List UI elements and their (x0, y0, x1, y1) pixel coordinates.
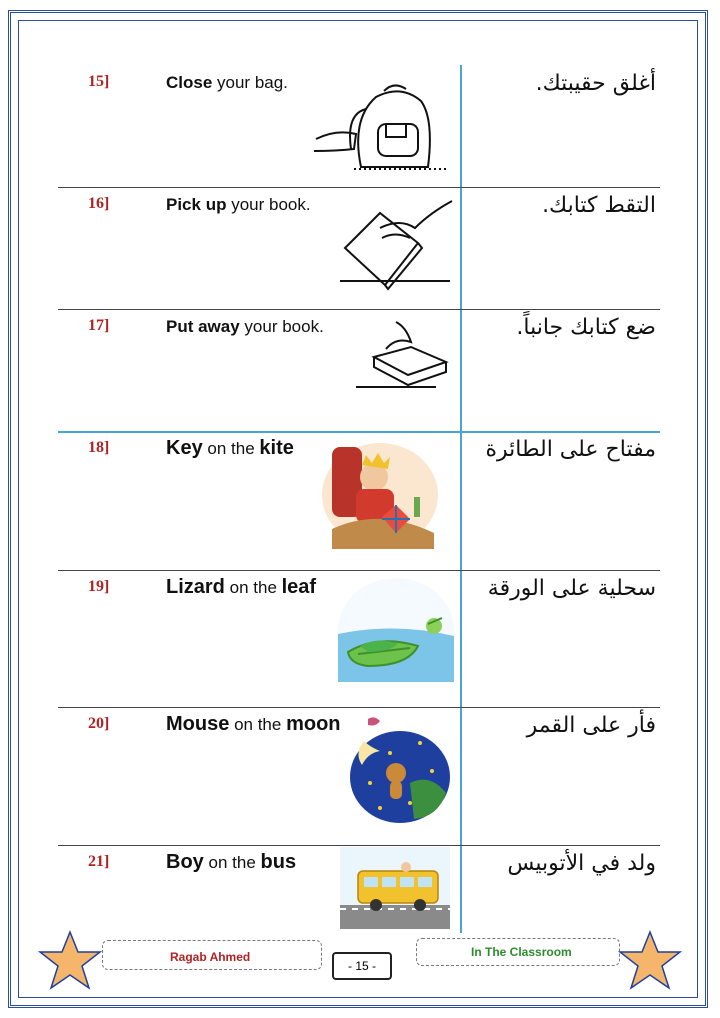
english-phrase: Close your bag. (166, 73, 288, 92)
item-number: 20] (88, 715, 110, 732)
arabic-phrase: التقط كتابك. (542, 193, 656, 218)
item-number: 17] (88, 317, 110, 334)
arabic-phrase: مفتاح على الطائرة (485, 437, 656, 462)
arabic-phrase: ولد في الأتوبيس (507, 851, 656, 876)
row-divider (58, 187, 660, 188)
row-16 (58, 187, 660, 309)
arabic-phrase: أغلق حقيبتك. (535, 71, 656, 96)
star-icon (618, 930, 682, 990)
english-phrase: Boy on the bus (166, 851, 297, 873)
arabic-phrase: سحلية على الورقة (487, 576, 656, 601)
king-with-kite-illustration (322, 437, 440, 549)
arabic-phrase: ضع كتابك جانباً. (516, 315, 656, 340)
author-name: Ragab Ahmed (170, 950, 251, 964)
hand-picking-book-icon (340, 193, 455, 293)
row-divider (58, 707, 660, 708)
item-number: 18] (88, 439, 110, 456)
row-17 (58, 309, 660, 431)
row-divider (58, 570, 660, 571)
backpack-icon (306, 79, 451, 181)
row-15 (58, 65, 660, 187)
row-20 (58, 707, 660, 829)
item-number: 19] (88, 578, 110, 595)
english-phrase: Key on the kite (166, 437, 294, 459)
english-phrase: Mouse on the moon (166, 713, 341, 735)
row-divider (58, 845, 660, 846)
section-title: In The Classroom (471, 945, 572, 959)
star-icon (38, 930, 102, 990)
mouse-moon-night-illustration (350, 713, 450, 825)
english-phrase: Put away your book. (166, 317, 324, 336)
lizard-on-leaf-illustration (338, 574, 454, 682)
arabic-phrase: فأر على القمر (526, 713, 656, 738)
row-divider (58, 431, 660, 433)
english-phrase: Lizard on the leaf (166, 576, 317, 598)
english-phrase: Pick up your book. (166, 195, 311, 214)
page-number: - 15 - (332, 952, 392, 980)
item-number: 15] (88, 73, 110, 90)
boy-on-bus-illustration (340, 847, 450, 929)
row-divider (58, 309, 660, 310)
row-19 (58, 570, 660, 692)
hand-on-book-icon (356, 317, 456, 392)
item-number: 16] (88, 195, 110, 212)
item-number: 21] (88, 853, 110, 870)
row-18 (58, 431, 660, 553)
